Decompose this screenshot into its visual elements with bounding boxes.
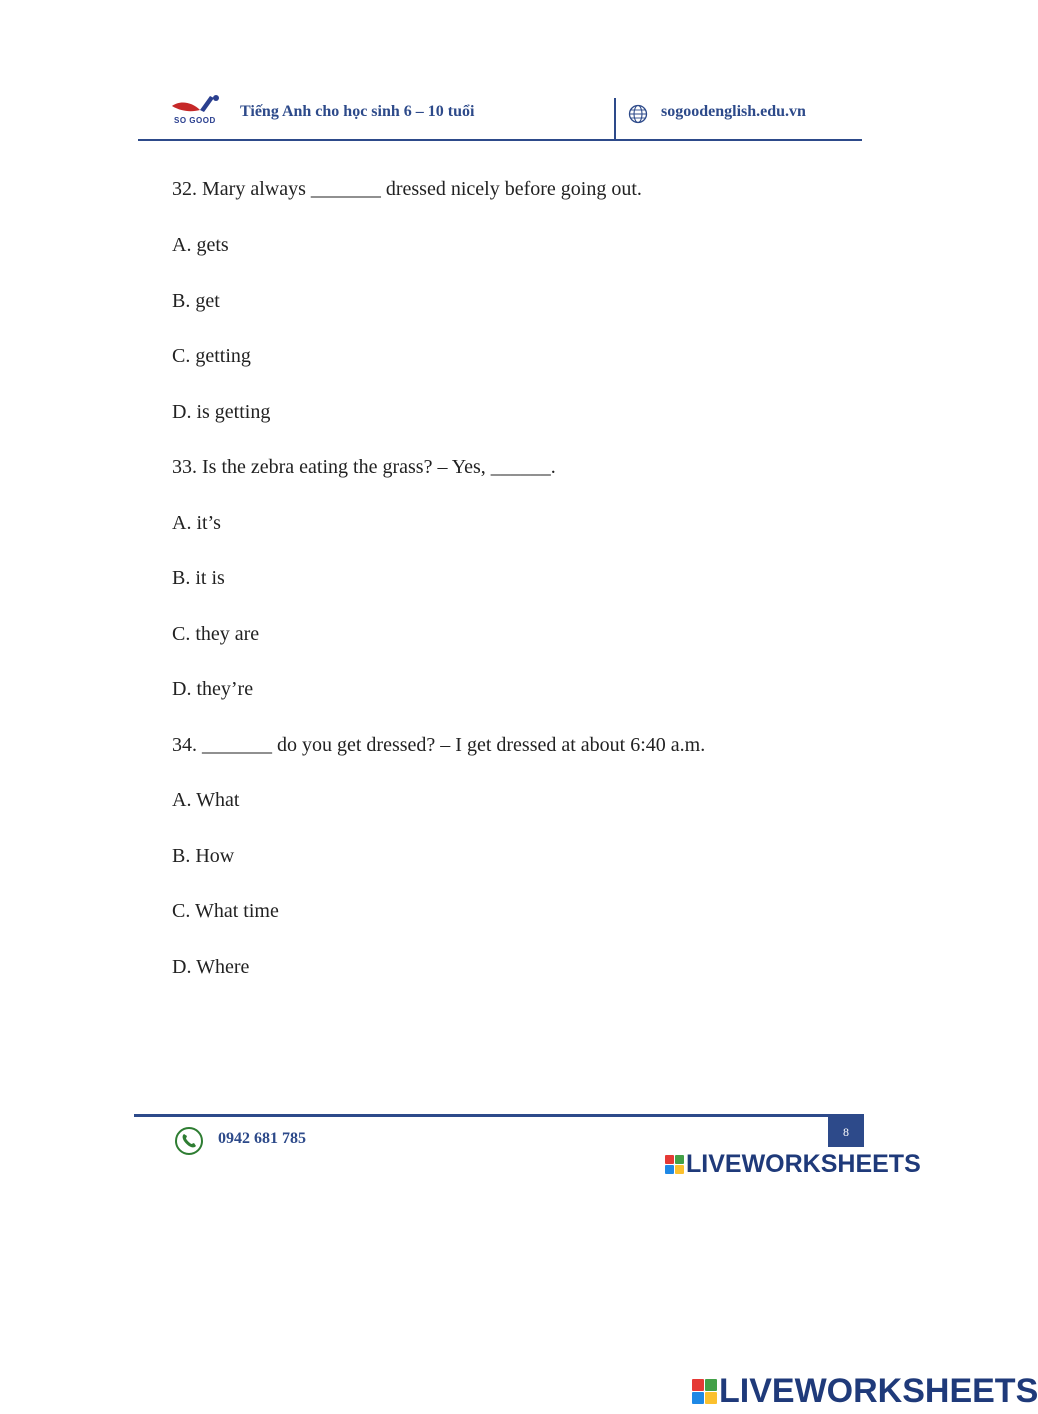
question-32-prompt: 32. Mary always _______ dressed nicely before going out. <box>172 178 642 200</box>
phone-number[interactable]: 0942 681 785 <box>218 1130 306 1147</box>
liveworksheets-watermark-mark-icon <box>692 1379 717 1404</box>
liveworksheets-watermark-text: LIVEWORKSHEETS <box>719 1372 1038 1410</box>
liveworksheets-logo <box>665 1150 921 1179</box>
phone-icon <box>174 1126 204 1156</box>
question-33-option-a: A. it’s <box>172 512 221 534</box>
page-number: 8 <box>828 1117 864 1147</box>
logo-mark-icon <box>170 94 226 134</box>
question-32-option-b: B. get <box>172 290 220 312</box>
question-32-option-a: A. gets <box>172 234 229 256</box>
sogood-logo <box>170 94 226 134</box>
logo-text: SO GOOD <box>174 116 216 125</box>
footer-rule <box>134 1114 864 1117</box>
question-34-option-c: C. What time <box>172 900 279 922</box>
globe-icon <box>628 104 648 124</box>
question-34-prompt: 34. _______ do you get dressed? – I get dressed at about 6:40 a.m. <box>172 734 706 756</box>
question-34-option-a: A. What <box>172 789 240 811</box>
question-33-option-c: C. they are <box>172 623 260 645</box>
liveworksheets-watermark <box>692 1372 1038 1411</box>
header-title: Tiếng Anh cho học sinh 6 – 10 tuổi <box>240 103 475 120</box>
header-rule <box>138 139 862 141</box>
liveworksheets-mark-icon <box>665 1155 684 1174</box>
question-32-option-c: C. getting <box>172 345 251 367</box>
header-divider <box>614 98 616 140</box>
question-33-prompt: 33. Is the zebra eating the grass? – Yes, ______. <box>172 456 556 478</box>
question-32-option-d: D. is getting <box>172 401 271 423</box>
question-34-option-b: B. How <box>172 845 235 867</box>
question-33-option-d: D. they’re <box>172 678 254 700</box>
question-33-option-b: B. it is <box>172 567 225 589</box>
question-34-option-d: D. Where <box>172 956 250 978</box>
liveworksheets-text: LIVEWORKSHEETS <box>686 1150 921 1178</box>
header-website[interactable]: sogoodenglish.edu.vn <box>661 103 806 120</box>
